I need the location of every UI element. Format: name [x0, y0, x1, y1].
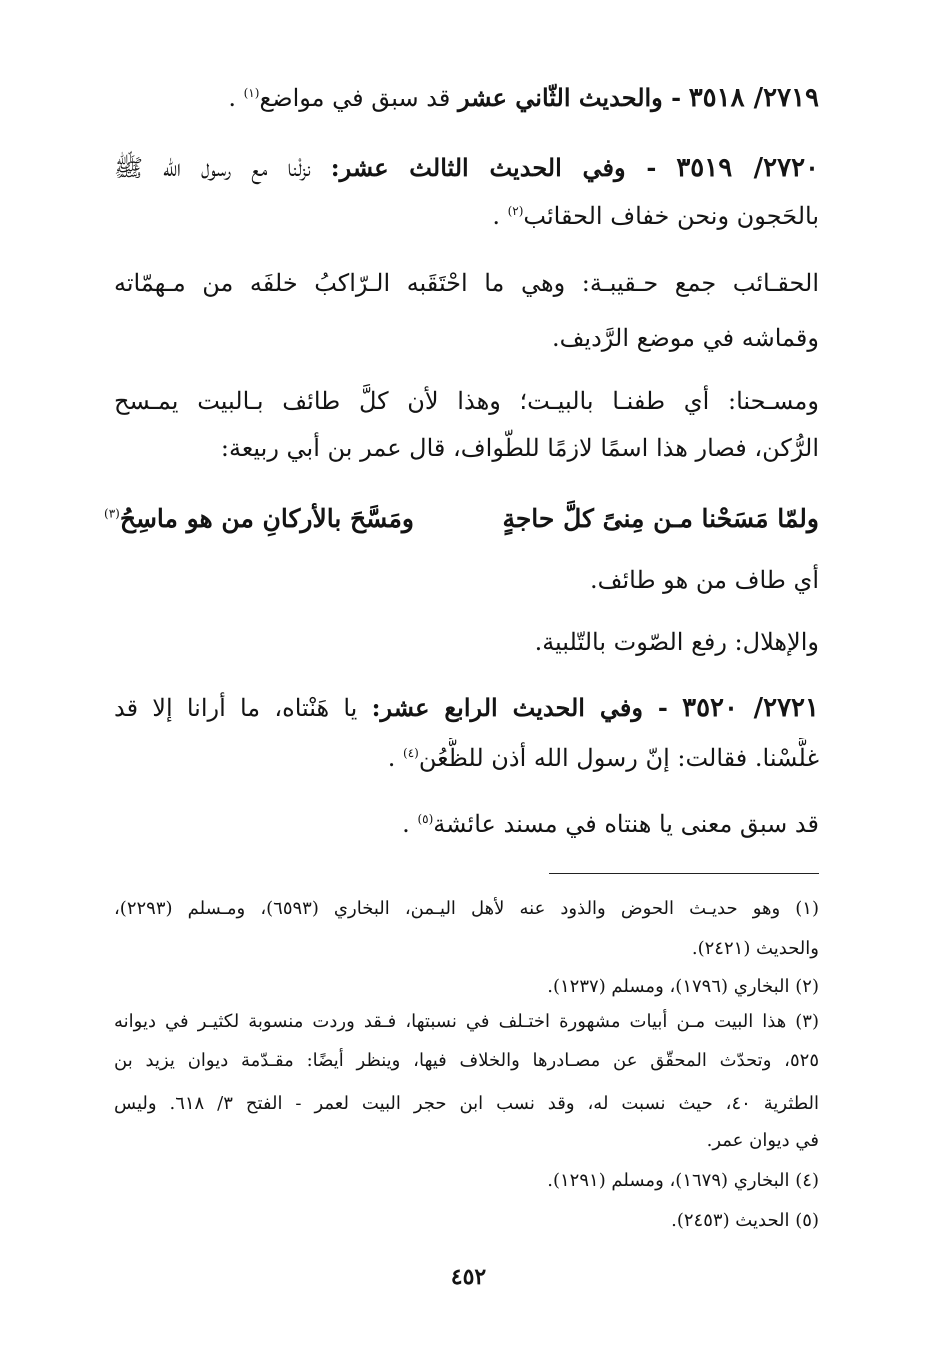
- entry-text: غلَّسْنا. فقالت: إنّ رسول الله أذن للظُّعُن: [418, 744, 819, 772]
- footnote-1-line-1: (١) وهو حديـث الحوض والذود عنه لأهل اليـمن، البخاري (٦٥٩٣)، ومـسلم (٢٢٩٣)،: [114, 898, 819, 919]
- footnote-ref: (٣): [104, 506, 120, 521]
- entry-number: ٢٧٢١/ ٣٥٢٠: [682, 693, 819, 723]
- entry-text: يا هَنْتاه، ما أرانا إلا قد: [114, 694, 358, 722]
- entry-end: .: [387, 744, 396, 772]
- tafa-line: أي طاف من هو طائف.: [589, 566, 819, 594]
- entry-heading: - وفي الحديث الرابع عشر:: [371, 693, 668, 722]
- footnote-separator: [549, 873, 819, 874]
- footnote-3-line-4: في ديوان عمر.: [706, 1130, 819, 1151]
- entry-end: .: [228, 84, 236, 112]
- entry-2719: [114, 78, 819, 118]
- verse-first-hemistich: ولمّا مَسَحْنا مـن مِنىً كلَّ حاجةٍ: [502, 504, 819, 533]
- entry-end: .: [492, 202, 500, 230]
- poetry-verse: [104, 496, 819, 542]
- masahna-paragraph-line-1: ومسـحنا: أي طفنـا بالبيـت؛ وهذا لأن كلَّ طائف بـالبيت يمـسح: [114, 387, 819, 415]
- sabaqa-text: قد سبق معنى يا هنتاه في مسند عائشة: [433, 810, 819, 838]
- sabaqa-end: .: [402, 810, 410, 838]
- footnote-ref: (٥): [417, 812, 434, 826]
- haqaib-paragraph-line-2: وقماشه في موضع الرَّديف.: [551, 324, 819, 352]
- footnote-2: (٢) البخاري (١٧٩٦)، ومسلم (١٢٣٧).: [547, 976, 819, 997]
- haqaib-paragraph-line-1: الحقـائب جمع حـقيبـة: وهي ما احْتَقَبه الـرّاكبُ خلفَه من مـهمّاته: [114, 269, 819, 297]
- footnote-3-line-1: (٣) هذا البيت مـن أبيات مشهورة اختـلف في نسبتها، فـقد وردت منسوبة لكثيـر في ديوانه: [114, 1011, 819, 1032]
- ihlal-line: والإهلال: رفع الصّوت بالتّلبية.: [534, 628, 819, 656]
- entry-number: ٢٧٢٠/ ٣٥١٩: [676, 153, 819, 183]
- verse-second-hemistich: ومَسَّحَ بالأركانِ من هو ماسِحُ: [119, 504, 414, 533]
- entry-text: بالحَجون ونحن خفاف الحقائب: [523, 202, 819, 230]
- entry-text: قد سبق في مواضع: [259, 84, 451, 112]
- entry-number: ٢٧١٩/ ٣٥١٨: [688, 83, 819, 113]
- sabaqa-line: [114, 804, 819, 844]
- footnote-5: (٥) الحديث (٢٤٥٣).: [671, 1210, 819, 1231]
- entry-2721-line-2: [114, 738, 819, 778]
- footnote-4: (٤) البخاري (١٦٧٩)، ومسلم (١٢٩١).: [547, 1170, 819, 1191]
- entry-heading: - والحديث الثّاني عشر: [457, 83, 682, 112]
- footnote-ref: (٤): [403, 746, 419, 760]
- entry-heading: - وفي الحديث الثالث عشر:: [330, 153, 657, 182]
- page-number: ٤٥٢: [450, 1264, 487, 1290]
- footnote-3-line-3: الطثرية ٤٠، حيث نسبت له، وقد نسب ابن حجر البيت لعمر - الفتح ٣/ ٦١٨. وليس: [114, 1093, 819, 1114]
- footnote-ref: (٢): [507, 204, 524, 218]
- footnote-ref: (١): [243, 86, 260, 100]
- entry-2720-line-1: [114, 148, 819, 188]
- entry-2721-line-1: [114, 688, 819, 728]
- verse-second-hemistich-wrap: [104, 496, 414, 542]
- masahna-paragraph-line-2: الرُّكن، فصار هذا اسمًا لازمًا للطّواف، قال عمر بن أبي ربيعة:: [220, 434, 819, 462]
- footnote-1-line-2: والحديث (٢٤٢١).: [691, 938, 819, 959]
- entry-text: نزلْنا مع رسول الله ﷺ: [114, 154, 311, 182]
- entry-2720-line-2: [114, 196, 819, 236]
- footnote-3-line-2: ٥٢٥، وتحدّث المحقّق عن مصـادرها والخلاف فيها، وينظر أيضًا: مقـدّمة ديوان يزيد بن: [114, 1050, 819, 1071]
